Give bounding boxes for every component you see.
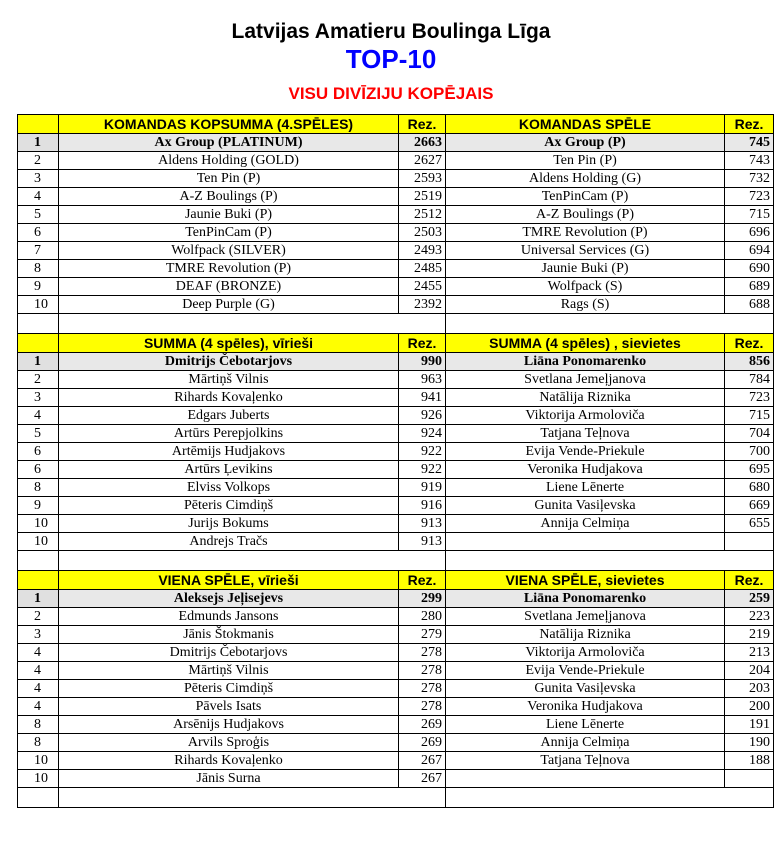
left-result-cell: 963 — [399, 371, 446, 389]
right-result-cell: 680 — [725, 479, 774, 497]
right-name-cell: Annija Celmiņa — [446, 515, 725, 533]
table-row — [18, 716, 774, 734]
right-name-cell: TMRE Revolution (P) — [446, 224, 725, 242]
right-result-cell: 190 — [725, 734, 774, 752]
rank-cell: 4 — [18, 407, 59, 425]
right-result-cell: 690 — [725, 260, 774, 278]
right-name-cell: Natālija Riznika — [446, 626, 725, 644]
right-result-header: Rez. — [725, 334, 774, 353]
right-name-cell: Rags (S) — [446, 296, 725, 314]
table-row — [18, 662, 774, 680]
right-name-cell: Tatjana Teļnova — [446, 425, 725, 443]
right-result-cell: 723 — [725, 188, 774, 206]
section-header-row — [18, 115, 774, 134]
right-result-cell: 219 — [725, 626, 774, 644]
right-result-cell: 688 — [725, 296, 774, 314]
left-result-cell: 913 — [399, 533, 446, 551]
right-name-cell: Liene Lēnerte — [446, 716, 725, 734]
table-row — [18, 242, 774, 260]
left-name-cell: Arsēnijs Hudjakovs — [59, 716, 399, 734]
right-result-header: Rez. — [725, 115, 774, 134]
right-result-cell: 694 — [725, 242, 774, 260]
left-result-cell: 280 — [399, 608, 446, 626]
rank-cell: 8 — [18, 260, 59, 278]
spacer-cell — [59, 551, 399, 571]
right-result-cell: 223 — [725, 608, 774, 626]
right-result-cell: 856 — [725, 353, 774, 371]
left-name-cell: Wolfpack (SILVER) — [59, 242, 399, 260]
left-result-cell: 2455 — [399, 278, 446, 296]
rank-cell: 1 — [18, 353, 59, 371]
rank-cell: 4 — [18, 662, 59, 680]
left-result-cell: 913 — [399, 515, 446, 533]
right-result-cell: 743 — [725, 152, 774, 170]
left-name-cell: Dmitrijs Čebotarjovs — [59, 644, 399, 662]
rank-cell: 4 — [18, 698, 59, 716]
left-name-cell: Jaunie Buki (P) — [59, 206, 399, 224]
rank-cell: 4 — [18, 644, 59, 662]
rank-cell: 4 — [18, 188, 59, 206]
left-name-cell: Rihards Kovaļenko — [59, 752, 399, 770]
left-name-cell: A-Z Boulings (P) — [59, 188, 399, 206]
rank-cell: 5 — [18, 425, 59, 443]
table-row — [18, 371, 774, 389]
page-subtitle: TOP-10 — [345, 44, 437, 74]
right-result-cell — [725, 533, 774, 551]
left-name-cell: Pēteris Cimdiņš — [59, 680, 399, 698]
rank-cell: 6 — [18, 224, 59, 242]
table-row — [18, 590, 774, 608]
rank-cell: 2 — [18, 371, 59, 389]
table-row — [18, 353, 774, 371]
table-row — [18, 443, 774, 461]
left-result-cell: 269 — [399, 734, 446, 752]
rank-cell: 10 — [18, 533, 59, 551]
left-result-cell: 924 — [399, 425, 446, 443]
left-result-cell: 2663 — [399, 134, 446, 152]
table-row — [18, 188, 774, 206]
table-row — [18, 407, 774, 425]
rank-cell: 8 — [18, 716, 59, 734]
rank-header-cell — [18, 571, 59, 590]
left-result-cell: 267 — [399, 770, 446, 788]
right-result-cell: 213 — [725, 644, 774, 662]
spacer-cell — [725, 314, 774, 334]
rank-cell: 10 — [18, 296, 59, 314]
spacer-cell — [18, 551, 59, 571]
rank-cell: 1 — [18, 134, 59, 152]
results-table-body — [18, 115, 774, 808]
left-name-cell: Ten Pin (P) — [59, 170, 399, 188]
right-name-cell: Svetlana Jemeļjanova — [446, 608, 725, 626]
table-row — [18, 425, 774, 443]
left-result-cell: 278 — [399, 680, 446, 698]
spacer-cell — [399, 788, 446, 808]
left-name-cell: Rihards Kovaļenko — [59, 389, 399, 407]
left-result-cell: 2627 — [399, 152, 446, 170]
left-result-cell: 2593 — [399, 170, 446, 188]
table-row — [18, 515, 774, 533]
table-row — [18, 698, 774, 716]
results-table — [17, 114, 774, 808]
right-result-cell: 695 — [725, 461, 774, 479]
rank-cell: 4 — [18, 680, 59, 698]
right-name-cell: Veronika Hudjakova — [446, 698, 725, 716]
spacer-cell — [446, 551, 725, 571]
right-name-cell: Annija Celmiņa — [446, 734, 725, 752]
left-result-header: Rez. — [399, 334, 446, 353]
left-name-cell: Pāvels Isats — [59, 698, 399, 716]
left-result-cell: 2519 — [399, 188, 446, 206]
table-row — [18, 770, 774, 788]
right-name-cell: Tatjana Teļnova — [446, 752, 725, 770]
section-header-row — [18, 571, 774, 590]
right-result-cell: 704 — [725, 425, 774, 443]
left-result-cell: 922 — [399, 461, 446, 479]
right-result-cell: 669 — [725, 497, 774, 515]
left-result-cell: 2392 — [399, 296, 446, 314]
table-row — [18, 260, 774, 278]
table-row — [18, 608, 774, 626]
left-result-cell: 941 — [399, 389, 446, 407]
right-result-cell: 745 — [725, 134, 774, 152]
left-name-cell: Artūrs Perepjolkins — [59, 425, 399, 443]
left-name-cell: Artēmijs Hudjakovs — [59, 443, 399, 461]
right-result-cell: 203 — [725, 680, 774, 698]
spacer-cell — [446, 314, 725, 334]
left-name-cell: Mārtiņš Vilnis — [59, 371, 399, 389]
left-result-cell: 2493 — [399, 242, 446, 260]
left-name-cell: TenPinCam (P) — [59, 224, 399, 242]
table-row — [18, 497, 774, 515]
left-name-cell: Andrejs Tračs — [59, 533, 399, 551]
left-name-cell: Edgars Juberts — [59, 407, 399, 425]
right-name-cell: Aldens Holding (G) — [446, 170, 725, 188]
left-result-cell: 278 — [399, 644, 446, 662]
right-result-cell: 655 — [725, 515, 774, 533]
rank-cell: 3 — [18, 170, 59, 188]
right-name-cell: Liene Lēnerte — [446, 479, 725, 497]
left-result-cell: 279 — [399, 626, 446, 644]
spacer-cell — [18, 314, 59, 334]
left-section-title: KOMANDAS KOPSUMMA (4.SPĒLES) — [59, 115, 399, 134]
left-result-cell: 299 — [399, 590, 446, 608]
rank-cell: 2 — [18, 608, 59, 626]
rank-cell: 6 — [18, 443, 59, 461]
rank-cell: 5 — [18, 206, 59, 224]
left-result-cell: 916 — [399, 497, 446, 515]
right-name-cell: Ax Group (P) — [446, 134, 725, 152]
right-section-title: VIENA SPĒLE, sievietes — [446, 571, 725, 590]
table-row — [18, 644, 774, 662]
left-name-cell: Arvils Sproģis — [59, 734, 399, 752]
right-section-title: SUMMA (4 spēles) , sievietes — [446, 334, 725, 353]
left-name-cell: TMRE Revolution (P) — [59, 260, 399, 278]
left-result-header: Rez. — [399, 571, 446, 590]
table-row — [18, 224, 774, 242]
right-name-cell — [446, 533, 725, 551]
right-result-cell: 732 — [725, 170, 774, 188]
right-result-cell: 188 — [725, 752, 774, 770]
left-name-cell: Mārtiņš Vilnis — [59, 662, 399, 680]
left-section-title: SUMMA (4 spēles), vīrieši — [59, 334, 399, 353]
right-section-title: KOMANDAS SPĒLE — [446, 115, 725, 134]
left-result-cell: 2485 — [399, 260, 446, 278]
spacer-cell — [725, 788, 774, 808]
left-name-cell: Deep Purple (G) — [59, 296, 399, 314]
right-name-cell: Viktorija Armoloviča — [446, 644, 725, 662]
page-title: Latvijas Amatieru Boulinga Līga — [231, 20, 551, 43]
right-result-cell: 715 — [725, 407, 774, 425]
right-name-cell: Liāna Ponomarenko — [446, 353, 725, 371]
left-result-cell: 2503 — [399, 224, 446, 242]
left-result-cell: 926 — [399, 407, 446, 425]
spacer-cell — [59, 314, 399, 334]
rank-cell: 9 — [18, 278, 59, 296]
spacer-cell — [59, 788, 399, 808]
spacer-row — [18, 314, 774, 334]
left-name-cell: Aleksejs Jeļisejevs — [59, 590, 399, 608]
table-row — [18, 752, 774, 770]
section-header-row — [18, 334, 774, 353]
rank-cell: 8 — [18, 734, 59, 752]
table-row — [18, 152, 774, 170]
right-name-cell: Evija Vende-Priekule — [446, 443, 725, 461]
right-result-cell: 259 — [725, 590, 774, 608]
right-name-cell: Wolfpack (S) — [446, 278, 725, 296]
table-row — [18, 389, 774, 407]
left-result-header: Rez. — [399, 115, 446, 134]
table-row — [18, 626, 774, 644]
right-name-cell: Jaunie Buki (P) — [446, 260, 725, 278]
rank-cell: 8 — [18, 479, 59, 497]
left-name-cell: Dmitrijs Čebotarjovs — [59, 353, 399, 371]
table-row — [18, 461, 774, 479]
rank-header-cell — [18, 115, 59, 134]
right-name-cell: Viktorija Armoloviča — [446, 407, 725, 425]
left-name-cell: Aldens Holding (GOLD) — [59, 152, 399, 170]
right-name-cell: Natālija Riznika — [446, 389, 725, 407]
right-result-cell: 784 — [725, 371, 774, 389]
left-result-cell: 990 — [399, 353, 446, 371]
right-name-cell: Gunita Vasiļevska — [446, 497, 725, 515]
right-result-cell — [725, 770, 774, 788]
spacer-cell — [446, 788, 725, 808]
spacer-cell — [18, 788, 59, 808]
right-result-cell: 715 — [725, 206, 774, 224]
rank-cell: 3 — [18, 626, 59, 644]
left-name-cell: DEAF (BRONZE) — [59, 278, 399, 296]
right-result-cell: 204 — [725, 662, 774, 680]
table-row — [18, 734, 774, 752]
left-name-cell: Pēteris Cimdiņš — [59, 497, 399, 515]
table-row — [18, 479, 774, 497]
rank-cell: 10 — [18, 752, 59, 770]
left-name-cell: Jurijs Bokums — [59, 515, 399, 533]
left-section-title: VIENA SPĒLE, vīrieši — [59, 571, 399, 590]
right-result-cell: 723 — [725, 389, 774, 407]
right-name-cell — [446, 770, 725, 788]
left-result-cell: 269 — [399, 716, 446, 734]
right-result-cell: 191 — [725, 716, 774, 734]
right-result-header: Rez. — [725, 571, 774, 590]
rank-cell: 6 — [18, 461, 59, 479]
table-row — [18, 278, 774, 296]
right-name-cell: Veronika Hudjakova — [446, 461, 725, 479]
right-name-cell: Evija Vende-Priekule — [446, 662, 725, 680]
spacer-cell — [399, 551, 446, 571]
right-name-cell: A-Z Boulings (P) — [446, 206, 725, 224]
left-name-cell: Jānis Štokmanis — [59, 626, 399, 644]
right-result-cell: 689 — [725, 278, 774, 296]
rank-header-cell — [18, 334, 59, 353]
left-result-cell: 267 — [399, 752, 446, 770]
table-row — [18, 533, 774, 551]
right-name-cell: Universal Services (G) — [446, 242, 725, 260]
table-row — [18, 170, 774, 188]
right-result-cell: 200 — [725, 698, 774, 716]
table-row — [18, 296, 774, 314]
right-name-cell: Gunita Vasiļevska — [446, 680, 725, 698]
rank-cell: 9 — [18, 497, 59, 515]
left-result-cell: 919 — [399, 479, 446, 497]
rank-cell: 10 — [18, 515, 59, 533]
table-row — [18, 206, 774, 224]
page-subheading: VISU DIVĪZIJU KOPĒJAIS — [288, 84, 494, 103]
right-name-cell: Ten Pin (P) — [446, 152, 725, 170]
left-name-cell: Edmunds Jansons — [59, 608, 399, 626]
rank-cell: 3 — [18, 389, 59, 407]
right-result-cell: 696 — [725, 224, 774, 242]
rank-cell: 10 — [18, 770, 59, 788]
spacer-row — [18, 788, 774, 808]
right-name-cell: Svetlana Jemeļjanova — [446, 371, 725, 389]
left-name-cell: Jānis Surna — [59, 770, 399, 788]
spacer-cell — [399, 314, 446, 334]
table-row — [18, 134, 774, 152]
right-result-cell: 700 — [725, 443, 774, 461]
rank-cell: 2 — [18, 152, 59, 170]
spacer-cell — [725, 551, 774, 571]
left-name-cell: Elviss Volkops — [59, 479, 399, 497]
left-result-cell: 2512 — [399, 206, 446, 224]
right-name-cell: Liāna Ponomarenko — [446, 590, 725, 608]
right-name-cell: TenPinCam (P) — [446, 188, 725, 206]
left-name-cell: Ax Group (PLATINUM) — [59, 134, 399, 152]
table-row — [18, 680, 774, 698]
left-result-cell: 278 — [399, 698, 446, 716]
spacer-row — [18, 551, 774, 571]
left-result-cell: 278 — [399, 662, 446, 680]
rank-cell: 7 — [18, 242, 59, 260]
left-result-cell: 922 — [399, 443, 446, 461]
left-name-cell: Artūrs Ļevikins — [59, 461, 399, 479]
rank-cell: 1 — [18, 590, 59, 608]
